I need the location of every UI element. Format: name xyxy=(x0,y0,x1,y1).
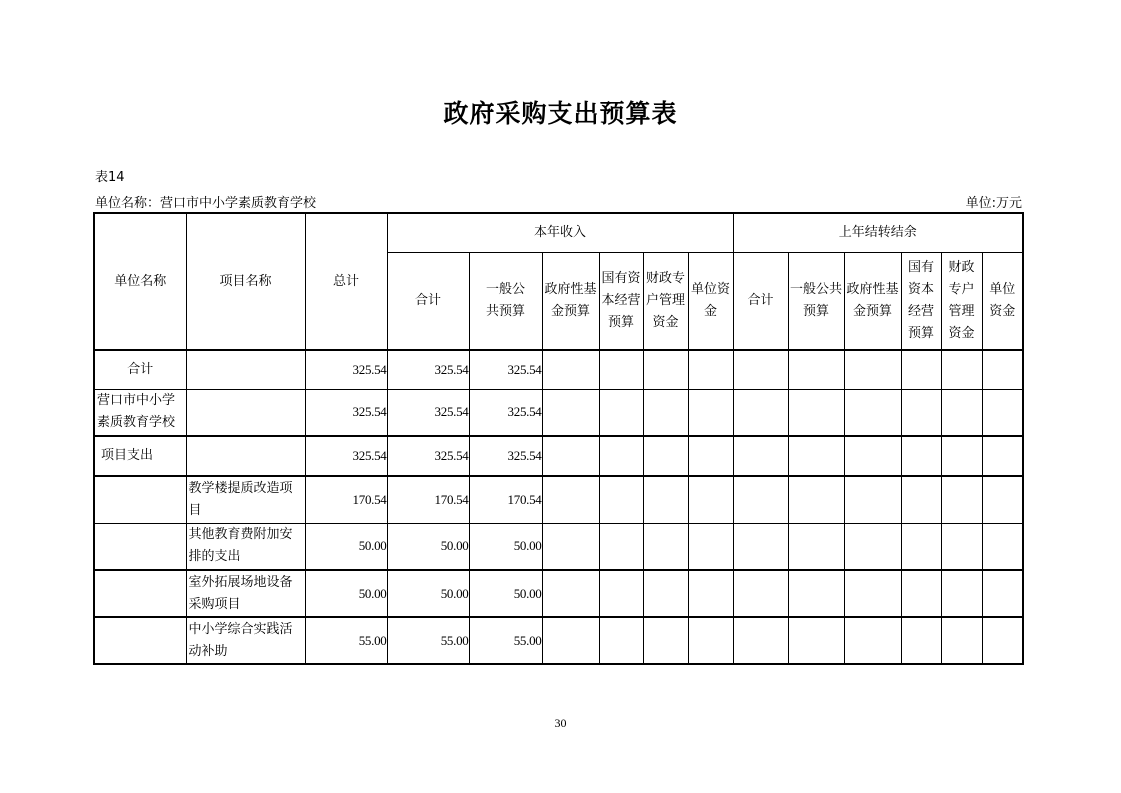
row-unit-name: 营口市中小学素质教育学校 xyxy=(94,389,186,436)
procurement-budget-table xyxy=(93,212,1024,665)
row-project-name: 教学楼提质改造项目 xyxy=(186,476,305,523)
header-cy-gov-fund-budget: 政府性基金预算 xyxy=(542,252,599,350)
row-unit-name xyxy=(94,523,186,570)
row-project-name: 室外拓展场地设备采购项目 xyxy=(186,570,305,617)
row-total: 325.54 xyxy=(305,389,387,436)
row-unit-name xyxy=(94,476,186,523)
row-unit-name: 项目支出 xyxy=(94,436,186,476)
table-row xyxy=(94,389,1023,436)
row-total: 325.54 xyxy=(305,436,387,476)
page-number: 30 xyxy=(554,716,567,730)
table-row xyxy=(94,617,1023,664)
table-number: 表14 xyxy=(95,170,125,185)
row-cy-general: 325.54 xyxy=(469,436,542,476)
row-cy-subtotal: 50.00 xyxy=(387,523,469,570)
table-row xyxy=(94,350,1023,389)
row-cy-subtotal: 50.00 xyxy=(387,570,469,617)
table-row xyxy=(94,436,1023,476)
row-project-name xyxy=(186,389,305,436)
header-py-gov-fund-budget: 政府性基金预算 xyxy=(844,252,901,350)
header-py-subtotal: 合计 xyxy=(733,252,788,350)
header-project-name: 项目名称 xyxy=(186,213,305,350)
table-row xyxy=(94,570,1023,617)
header-py-unit-funds: 单位资金 xyxy=(982,252,1023,350)
header-prior-year-balance: 上年结转结余 xyxy=(733,213,1023,252)
row-total: 50.00 xyxy=(305,523,387,570)
row-cy-subtotal: 325.54 xyxy=(387,350,469,389)
header-py-general-public-budget: 一般公共预算 xyxy=(788,252,844,350)
header-py-state-capital-budget: 国有资本经营预算 xyxy=(901,252,941,350)
row-project-name xyxy=(186,350,305,389)
row-cy-general: 50.00 xyxy=(469,523,542,570)
row-cy-subtotal: 55.00 xyxy=(387,617,469,664)
row-unit-name: 合计 xyxy=(94,350,186,389)
table-row xyxy=(94,476,1023,523)
header-unit-name: 单位名称 xyxy=(94,213,186,350)
row-cy-subtotal: 170.54 xyxy=(387,476,469,523)
row-project-name: 其他教育费附加安排的支出 xyxy=(186,523,305,570)
row-total: 325.54 xyxy=(305,350,387,389)
header-current-year-income: 本年收入 xyxy=(387,213,733,252)
header-total: 总计 xyxy=(305,213,387,350)
row-cy-subtotal: 325.54 xyxy=(387,389,469,436)
row-total: 170.54 xyxy=(305,476,387,523)
row-project-name: 中小学综合实践活动补助 xyxy=(186,617,305,664)
row-cy-general: 55.00 xyxy=(469,617,542,664)
table-row xyxy=(94,523,1023,570)
header-row-1 xyxy=(94,213,1023,252)
row-project-name xyxy=(186,436,305,476)
row-cy-general: 50.00 xyxy=(469,570,542,617)
header-cy-state-capital-budget: 国有资本经营预算 xyxy=(599,252,643,350)
row-total: 50.00 xyxy=(305,570,387,617)
row-unit-name xyxy=(94,570,186,617)
header-cy-subtotal: 合计 xyxy=(387,252,469,350)
row-unit-name xyxy=(94,617,186,664)
row-cy-general: 325.54 xyxy=(469,350,542,389)
row-cy-general: 170.54 xyxy=(469,476,542,523)
row-cy-subtotal: 325.54 xyxy=(387,436,469,476)
header-cy-general-public-budget: 一般公共预算 xyxy=(469,252,542,350)
unit-name-label: 单位名称：营口市中小学素质教育学校 xyxy=(95,196,317,211)
row-total: 55.00 xyxy=(305,617,387,664)
row-cy-general: 325.54 xyxy=(469,389,542,436)
header-cy-unit-funds: 单位资金 xyxy=(688,252,733,350)
header-cy-special-account-funds: 财政专户管理资金 xyxy=(643,252,688,350)
header-py-special-account-funds: 财政专户管理资金 xyxy=(941,252,982,350)
currency-unit-label: 单位:万元 xyxy=(965,196,1022,211)
page-title: 政府采购支出预算表 xyxy=(443,99,678,128)
unit-info-row xyxy=(95,192,1022,211)
